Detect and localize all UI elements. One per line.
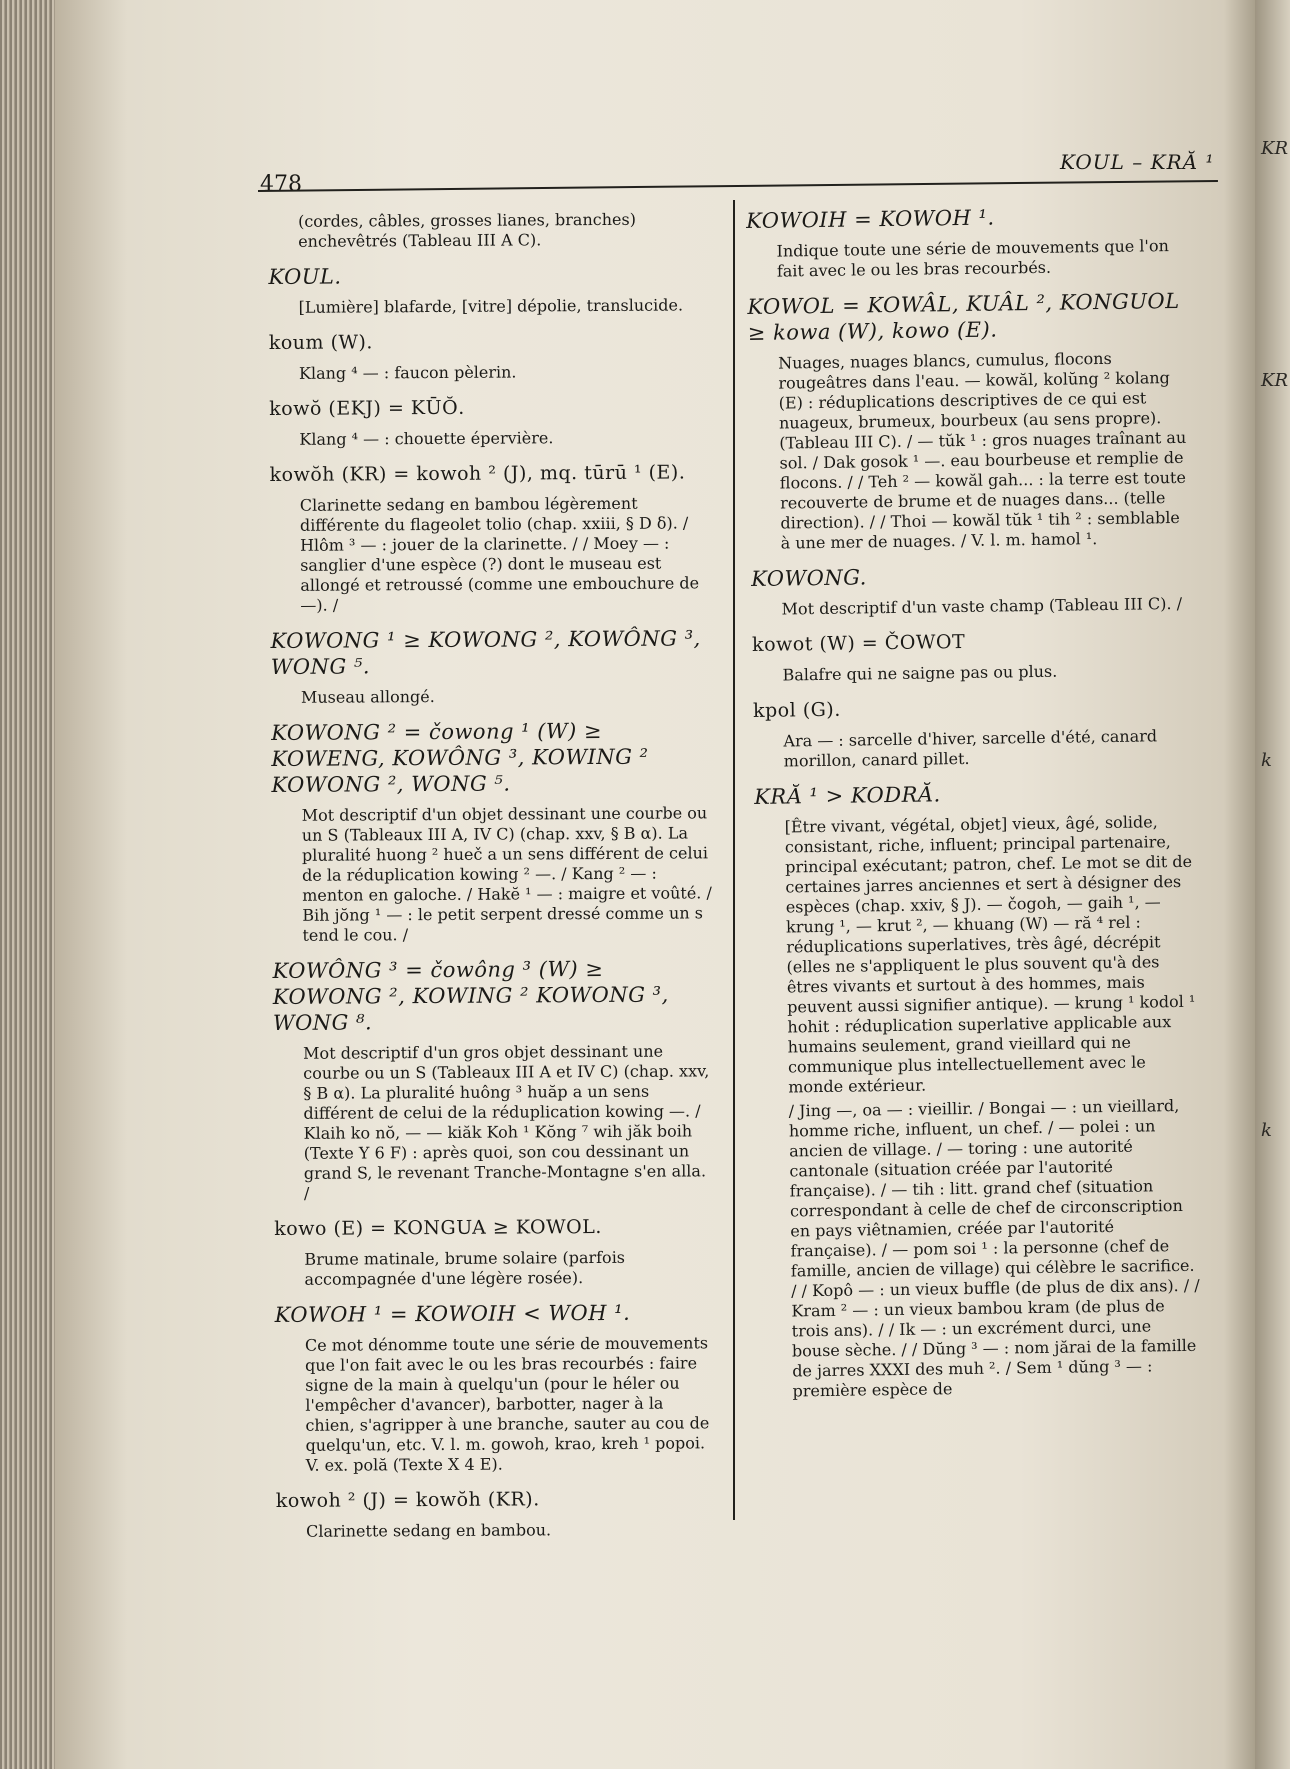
page-number: 478 xyxy=(260,172,302,197)
entry-headword: KOWONG. xyxy=(751,565,868,591)
next-page-fragment: k xyxy=(1261,750,1272,771)
entry-headword: KOWONG ² = čowong ¹ (W) ≥ KOWENG, KOWÔNG ³, KOWING ² KOWONG ², WONG ⁵. xyxy=(271,718,649,797)
entry-headword: KRĂ ¹ > KODRĂ. xyxy=(754,782,941,809)
entry-text: Indique toute une série de mouvements que l'on fait avec le ou les bras recourbés. xyxy=(776,236,1169,281)
entry-text: [Lumière] blafarde, [vitre] dépolie, translucide. xyxy=(298,295,684,317)
next-page-fragment: KR xyxy=(1261,370,1288,391)
entry-headword: KOWONG ¹ ≥ KOWONG ², KOWÔNG ³, WONG ⁵. xyxy=(270,626,701,679)
entry-text: [Être vivant, végétal, objet] vieux, âgé, solide, consistant, riche, influent; principal partenaire, principal exécutant; patron, chef. Le mot se dit de certaines jarres anciennes et sert à désigner des espèces (chap. xxiv, § J). — čogoh, — gaih ¹, — krung ¹, — krut ², — khuang (W) — ră ⁴ rel : réduplications superlatives, très âgé, décrépit (elles ne s'appliquent le plus souvent qu'à des êtres vivants et surtout à des hommes, mais peuvent aussi signifier antique). — krung ¹ kodol ¹ hohit : réduplication superlative applicable aux humains seulement, grand vieillard qui ne communique plus intellectuellement avec le monde extérieur. xyxy=(784,812,1196,1097)
entry-headword: KOWOL = KOWÂL, KUÂL ², KONGUOL ≥ kowa (W), kowo (E). xyxy=(747,288,1180,345)
entry-headword: kowot (W) = ČOWOT xyxy=(751,630,966,656)
entry-headword: kowŏh (KR) = kowoh ² (J), mq. tūrū ¹ (E). xyxy=(269,461,686,486)
entry-text: Brume matinale, brume solaire (parfois accompagnée d'une légère rosée). xyxy=(304,1247,626,1289)
entry-text: Clarinette sedang en bambou légèrement différente du flageolet tolio (chap. xxiii, § D δ). / Hlôm ³ — : jouer de la clarinette. / / Moey — : sanglier d'une espèce (?) dont le museau est allongé et retroussé (comme une embouchure de —). / xyxy=(299,493,700,615)
page-block-edges xyxy=(0,0,60,1769)
entry-text: Mot descriptif d'un gros objet dessinant une courbe ou un S (Tableaux III A et IV C) (chap. xxv, § B α). La pluralité huông ³ huăp a un sens différent de celui de la réduplication kowing —. / Klaih ko nŏ, — — kiăk Koh ¹ Kŏng ⁷ wih jăk boih (Texte Y 6 F) : après quoi, son cou dessinant un grand S, le revenant Tranche-Montagne s'en alla. / xyxy=(303,1041,710,1203)
next-page-fragment: k xyxy=(1261,1120,1272,1141)
entry-text: Klang ⁴ — : chouette épervière. xyxy=(299,428,554,449)
entry-headword: KOWÔNG ³ = čowông ³ (W) ≥ KOWONG ², KOWING ² KOWONG ³, WONG ⁸. xyxy=(272,956,669,1035)
entry-text: Nuages, nuages blancs, cumulus, flocons rougeâtres dans l'eau. — kowăl, kolŭng ² kolang (E) : réduplications descriptives de ce qui est nuageux, brumeux, bourbeux (au sens propre). (Tableau III C). / — tŭk ¹ : gros nuages traînant au sol. / Dak gosok ¹ —. eau bourbeuse et remplie de flocons. / / Teh ² — kowăl gah... : la terre est toute recouverte de brume et de nuages dans... (telle direction). / / Thoi — kowăl tŭk ¹ tih ² : semblable à une mer de nuages. / V. l. m. hamol ¹. xyxy=(778,348,1187,553)
entry-headword: koum (W). xyxy=(268,331,374,354)
entry-headword: kowŏ (EKJ) = KŪŎ. xyxy=(269,396,465,420)
next-page-edge xyxy=(1255,0,1290,1769)
entry-text: Ara — : sarcelle d'hiver, sarcelle d'été, canard morillon, canard pillet. xyxy=(783,726,1158,771)
entry-text: Balafre qui ne saigne pas ou plus. xyxy=(782,661,1058,685)
entry-text: / Jing —, oa — : vieillir. / Bongai — : un vieillard, homme riche, influent, un chef. / — polei : un ancien de village. / — toring : une autorité cantonale (situation créée par l'autorité française). / — tih : litt. grand chef (situation correspondant à celle de chef de circonscription en pays viêtnamien, créée par l'autorité française). / — pom soi ¹ : la personne (chef de famille, ancien de village) qui célèbre le sacrifice. / / Kopô — : un vieux buffle (de plus de dix ans). / / Kram ² — : un vieux bambou kram (de plus de trois ans). / / Ik — : un excrément durci, une bouse sèche. / / Dŭng ³ — : nom jărai de la famille de jarres XXXI des muh ². / Sem ¹ dŭng ³ — : première espèce de xyxy=(788,1096,1200,1401)
entry-text: (cordes, câbles, grosses lianes, branches) enchevêtrés (Tableau III A C). xyxy=(297,209,636,251)
entry-text: Klang ⁴ — : faucon pèlerin. xyxy=(298,362,517,383)
entry-text: Mot descriptif d'un objet dessinant une courbe ou un S (Tableaux III A, IV C) (chap. xxv, § B α). La pluralité huong ² hueč a un sens différent de celui de la réduplication kowing ² —. / Kang ² — : menton en galoche. / Hakĕ ¹ — : maigre et voûté. / Bih jŏng ¹ — : le petit serpent dressé comme un s tend le cou. / xyxy=(301,803,712,945)
entry-text: Mot descriptif d'un vaste champ (Tableau III C). / xyxy=(781,593,1183,619)
entry-headword: kowoh ² (J) = kowŏh (KR). xyxy=(275,1488,540,1512)
right-column xyxy=(746,202,1203,1406)
left-column xyxy=(268,209,716,1546)
entry-headword: kpol (G). xyxy=(752,698,841,722)
entry-text: Ce mot dénomme toute une série de mouvements que l'on fait avec le ou les bras recourbés : faire signe de la main à quelqu'un (pour le héler ou l'empêcher d'avancer), barbotter, nager à la chien, s'agripper à une branche, sauter au cou de quelqu'un, etc. V. l. m. gowoh, krao, kreh ¹ popoi. V. ex. polă (Texte X 4 E). xyxy=(304,1333,710,1475)
entry-headword: KOUL. xyxy=(268,264,342,289)
entry-headword: KOWOH ¹ = KOWOIH < WOH ¹. xyxy=(274,1300,631,1327)
running-head: KOUL – KRĂ ¹ xyxy=(1060,150,1215,174)
entry-text: Clarinette sedang en bambou. xyxy=(306,1520,552,1541)
entry-headword: KOWOIH = KOWOH ¹. xyxy=(746,205,995,233)
next-page-fragment: KR xyxy=(1261,138,1288,159)
entry-text: Museau allongé. xyxy=(300,686,435,707)
column-divider xyxy=(733,200,735,1520)
entry-headword: kowo (E) = KONGUA ≥ KOWOL. xyxy=(274,1215,602,1240)
